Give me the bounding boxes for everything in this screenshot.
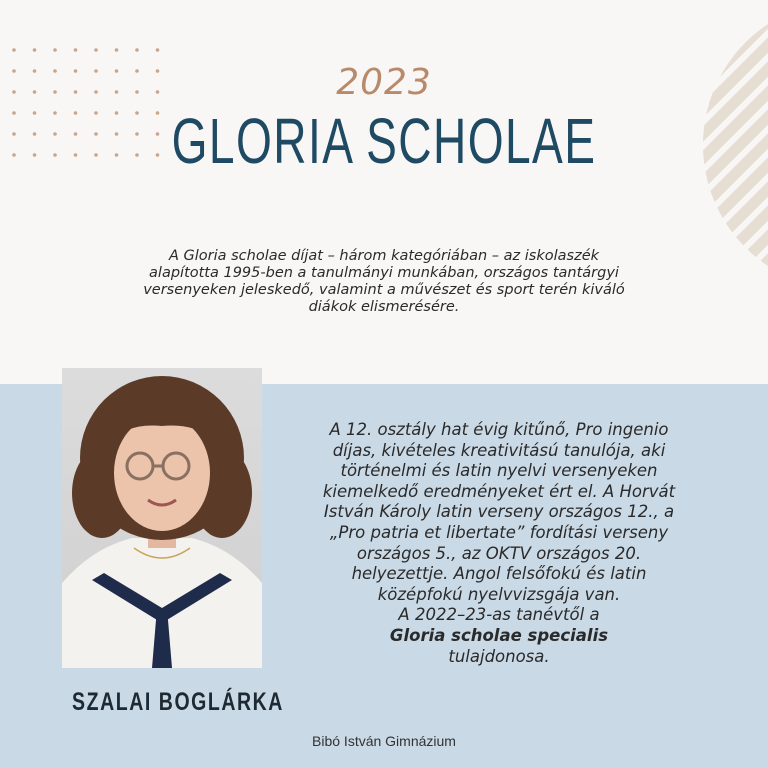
decoration-dot (115, 48, 119, 52)
bio-line: középfokú nyelvvizsgája van. (377, 584, 621, 604)
description-line: alapította 1995-ben a tanulmányi munkában, országos tantárgyi (149, 265, 619, 281)
student-portrait (62, 368, 262, 668)
decoration-dot (12, 48, 16, 52)
bio-line: A 2022–23-as tanévtől a (398, 605, 600, 625)
decoration-dot (12, 132, 16, 136)
bio-line: történelmi és latin nyelvi versenyeken (340, 461, 658, 481)
bio-line: A 12. osztály hat évig kitűnő, Pro ingenio (329, 420, 669, 439)
school-name: Bibó István Gimnázium (312, 733, 456, 749)
student-biography (290, 420, 708, 667)
bio-line: díjas, kivételes kreativitású tanulója, aki (332, 440, 666, 460)
decoration-dot (33, 132, 37, 136)
award-name: Gloria scholae specialis (389, 625, 609, 645)
student-name: SZALAI BOGLÁRKA (72, 688, 284, 716)
decoration-dot (74, 111, 78, 115)
decoration-dot (94, 153, 98, 157)
decoration-dot (94, 48, 98, 52)
decoration-dot (94, 111, 98, 115)
decoration-dot (53, 153, 57, 157)
bio-closing: tulajdonosa. (448, 646, 550, 666)
award-description (100, 248, 668, 316)
bio-line: „Pro patria et libertate” fordítási verseny (329, 522, 669, 542)
decoration-dot (33, 153, 37, 157)
decoration-dot (156, 48, 160, 52)
decoration-dot (12, 111, 16, 115)
bio-line: helyezettje. Angol felsőfokú és latin (351, 564, 647, 584)
decoration-dot (74, 48, 78, 52)
bio-line: István Károly latin verseny országos 12., a (323, 502, 675, 522)
bio-line: országos 5., az OKTV országos 20. (356, 543, 642, 563)
description-line: A Gloria scholae díjat – három kategóriában – az iskolaszék (168, 248, 600, 264)
decoration-dot (74, 153, 78, 157)
decoration-dot (53, 48, 57, 52)
decoration-dot (53, 132, 57, 136)
award-title: GLORIA SCHOLAE (171, 105, 597, 177)
decoration-dot (12, 153, 16, 157)
decoration-dot (135, 48, 139, 52)
award-year: 2023 (336, 62, 432, 103)
decoration-dot (33, 48, 37, 52)
decoration-dot (74, 132, 78, 136)
decoration-dot (53, 111, 57, 115)
decoration-dot (94, 132, 98, 136)
description-line: versenyeken jeleskedő, valamint a művészet és sport terén kiváló (143, 282, 625, 298)
decoration-dot (33, 111, 37, 115)
description-line: diákok elismerésére. (308, 299, 460, 315)
bio-line: kiemelkedő eredményeket ért el. A Horvát (322, 481, 676, 501)
